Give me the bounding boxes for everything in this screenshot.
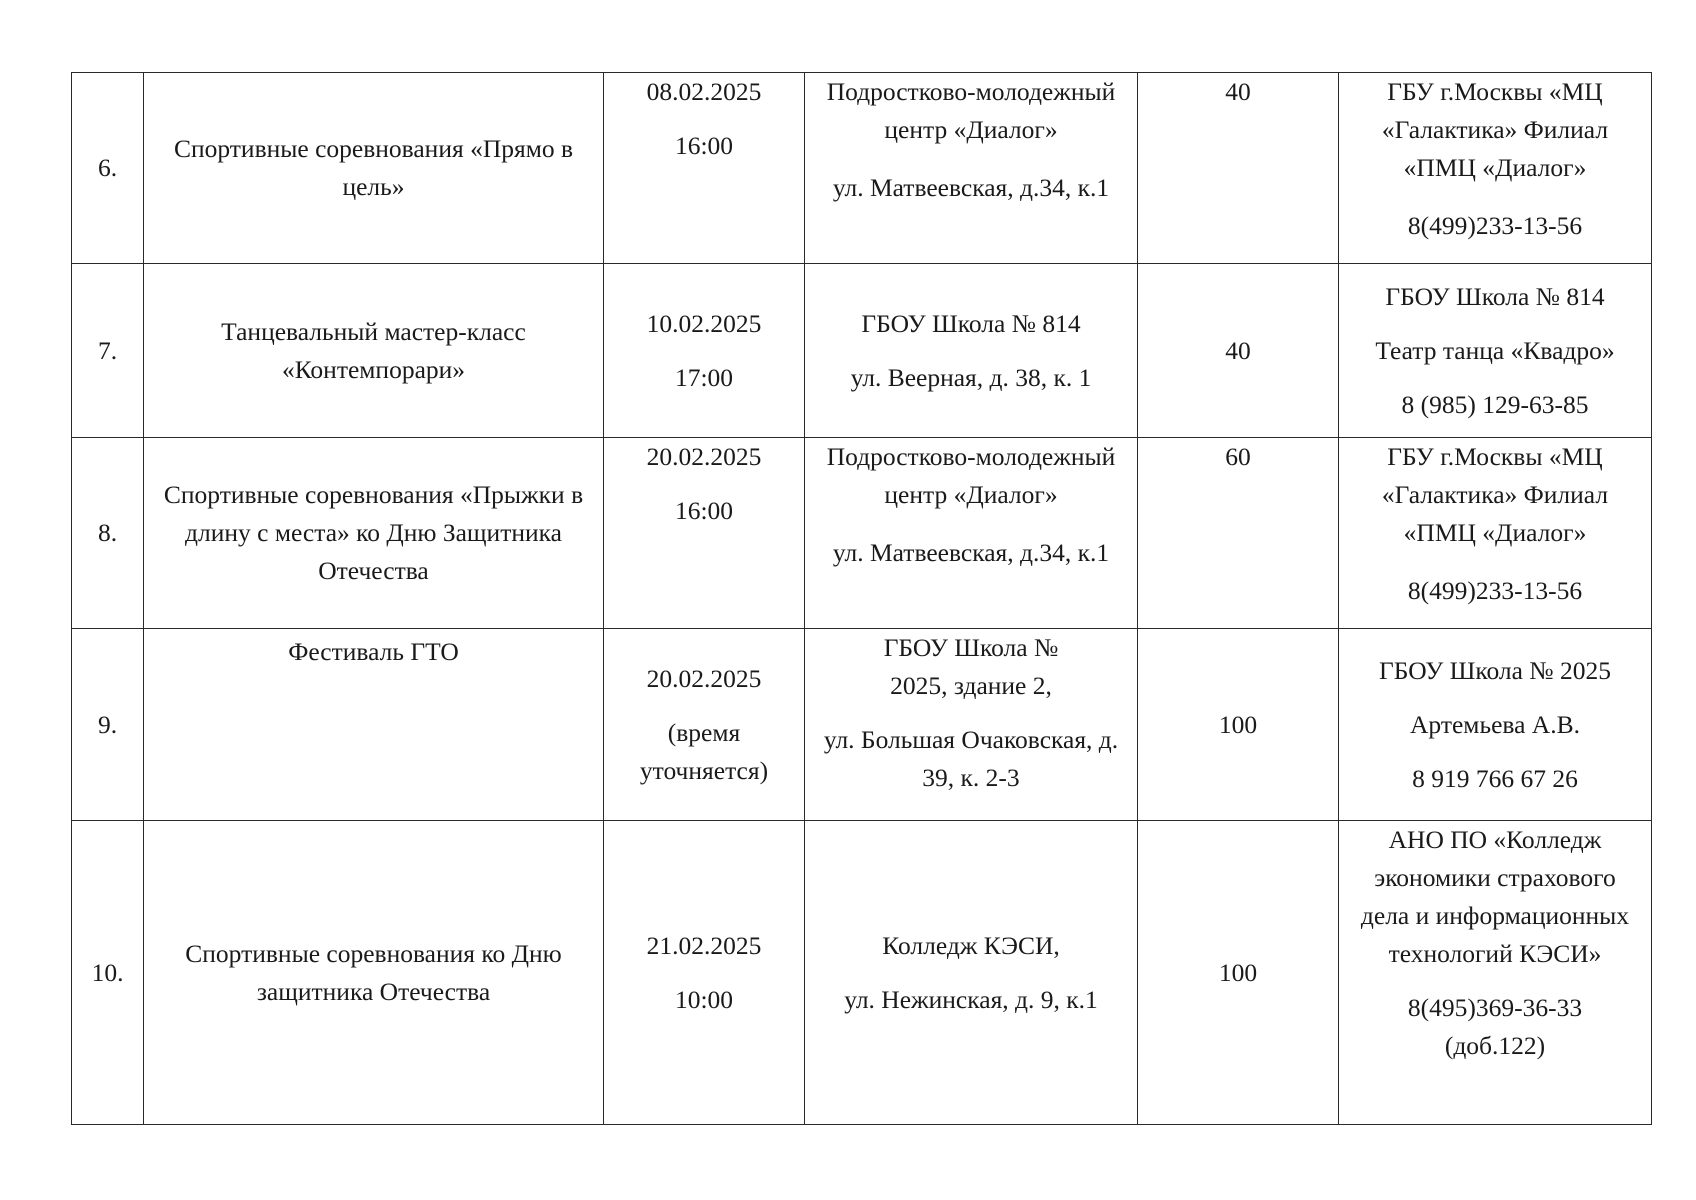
event-name: Танцевальный мастер-класс «Контемпорари» [144,264,604,438]
organizer [1339,264,1652,438]
row-number: 7. [72,264,144,438]
place-address: ул. Матвеевская, д.34, к.1 [832,538,1110,567]
organizer-name: ГБУ г.Москвы «МЦ «Галактика» Филиал «ПМЦ «Диалог» [1381,77,1609,182]
place-name: Подростково-молодежный центр «Диалог» [826,442,1116,509]
event-datetime [604,629,805,821]
event-place [805,73,1138,264]
event-date: 08.02.2025 [646,77,762,106]
organizer-name: ГБУ г.Москвы «МЦ «Галактика» Филиал «ПМЦ «Диалог» [1381,442,1609,547]
participant-count: 60 [1138,438,1339,629]
event-time: 17:00 [674,362,734,392]
event-datetime [604,821,805,1125]
participant-count: 40 [1138,73,1339,264]
place-address: ул. Нежинская, д. 9, к.1 [844,984,1098,1014]
table-row [72,821,1652,1125]
organizer-extra: Артемьева А.В. [1410,709,1580,739]
table-row [72,73,1652,264]
organizer-name: АНО ПО «Колледж экономики страхового дела и информационных технологий КЭСИ» [1360,825,1630,968]
organizer [1339,821,1652,1125]
event-datetime [604,264,805,438]
place-name: Колледж КЭСИ, [882,930,1060,960]
event-time: (время уточняется) [639,717,769,785]
event-date: 20.02.2025 [646,663,762,693]
participant-count: 40 [1138,264,1339,438]
participant-count: 100 [1138,821,1339,1125]
organizer [1339,73,1652,264]
table-row [72,629,1652,821]
event-time: 16:00 [674,131,734,160]
organizer [1339,629,1652,821]
organizer-name: ГБОУ Школа № 814 [1385,281,1605,311]
event-place [805,264,1138,438]
organizer [1339,438,1652,629]
organizer-phone: 8(499)233-13-56 [1407,576,1583,605]
organizer-phone: 8 919 766 67 26 [1412,763,1578,793]
event-datetime [604,438,805,629]
event-name: Спортивные соревнования «Прямо в цель» [144,73,604,264]
organizer-extra: Театр танца «Квадро» [1375,335,1615,365]
organizer-phone: 8(495)369-36-33 (доб.122) [1407,993,1583,1060]
place-name: Подростково-молодежный центр «Диалог» [826,77,1116,144]
event-time: 16:00 [674,496,734,525]
event-place [805,629,1138,821]
event-name: Фестиваль ГТО [144,629,604,821]
event-place [805,821,1138,1125]
organizer-phone: 8 (985) 129-63-85 [1401,389,1589,419]
event-name: Спортивные соревнования «Прыжки в длину с места» ко Дню Защитника Отечества [144,438,604,629]
events-table [71,72,1652,1125]
event-time: 10:00 [674,984,734,1014]
organizer-name: ГБОУ Школа № 2025 [1379,655,1611,685]
row-number: 6. [72,73,144,264]
row-number: 10. [72,821,144,1125]
event-datetime [604,73,805,264]
event-date: 20.02.2025 [646,442,762,471]
participant-count: 100 [1138,629,1339,821]
table-row [72,264,1652,438]
place-address: ул. Большая Очаковская, д. 39, к. 2-3 [823,725,1119,792]
event-date: 10.02.2025 [646,308,762,338]
row-number: 8. [72,438,144,629]
row-number: 9. [72,629,144,821]
table-row [72,438,1652,629]
event-name: Спортивные соревнования ко Дню защитника Отечества [144,821,604,1125]
place-name: ГБОУ Школа № 814 [861,308,1081,338]
place-name: ГБОУ Школа № 2025, здание 2, [883,633,1059,700]
event-place [805,438,1138,629]
organizer-phone: 8(499)233-13-56 [1407,211,1583,240]
place-address: ул. Матвеевская, д.34, к.1 [832,173,1110,202]
event-date: 21.02.2025 [646,930,762,960]
place-address: ул. Веерная, д. 38, к. 1 [850,362,1092,392]
